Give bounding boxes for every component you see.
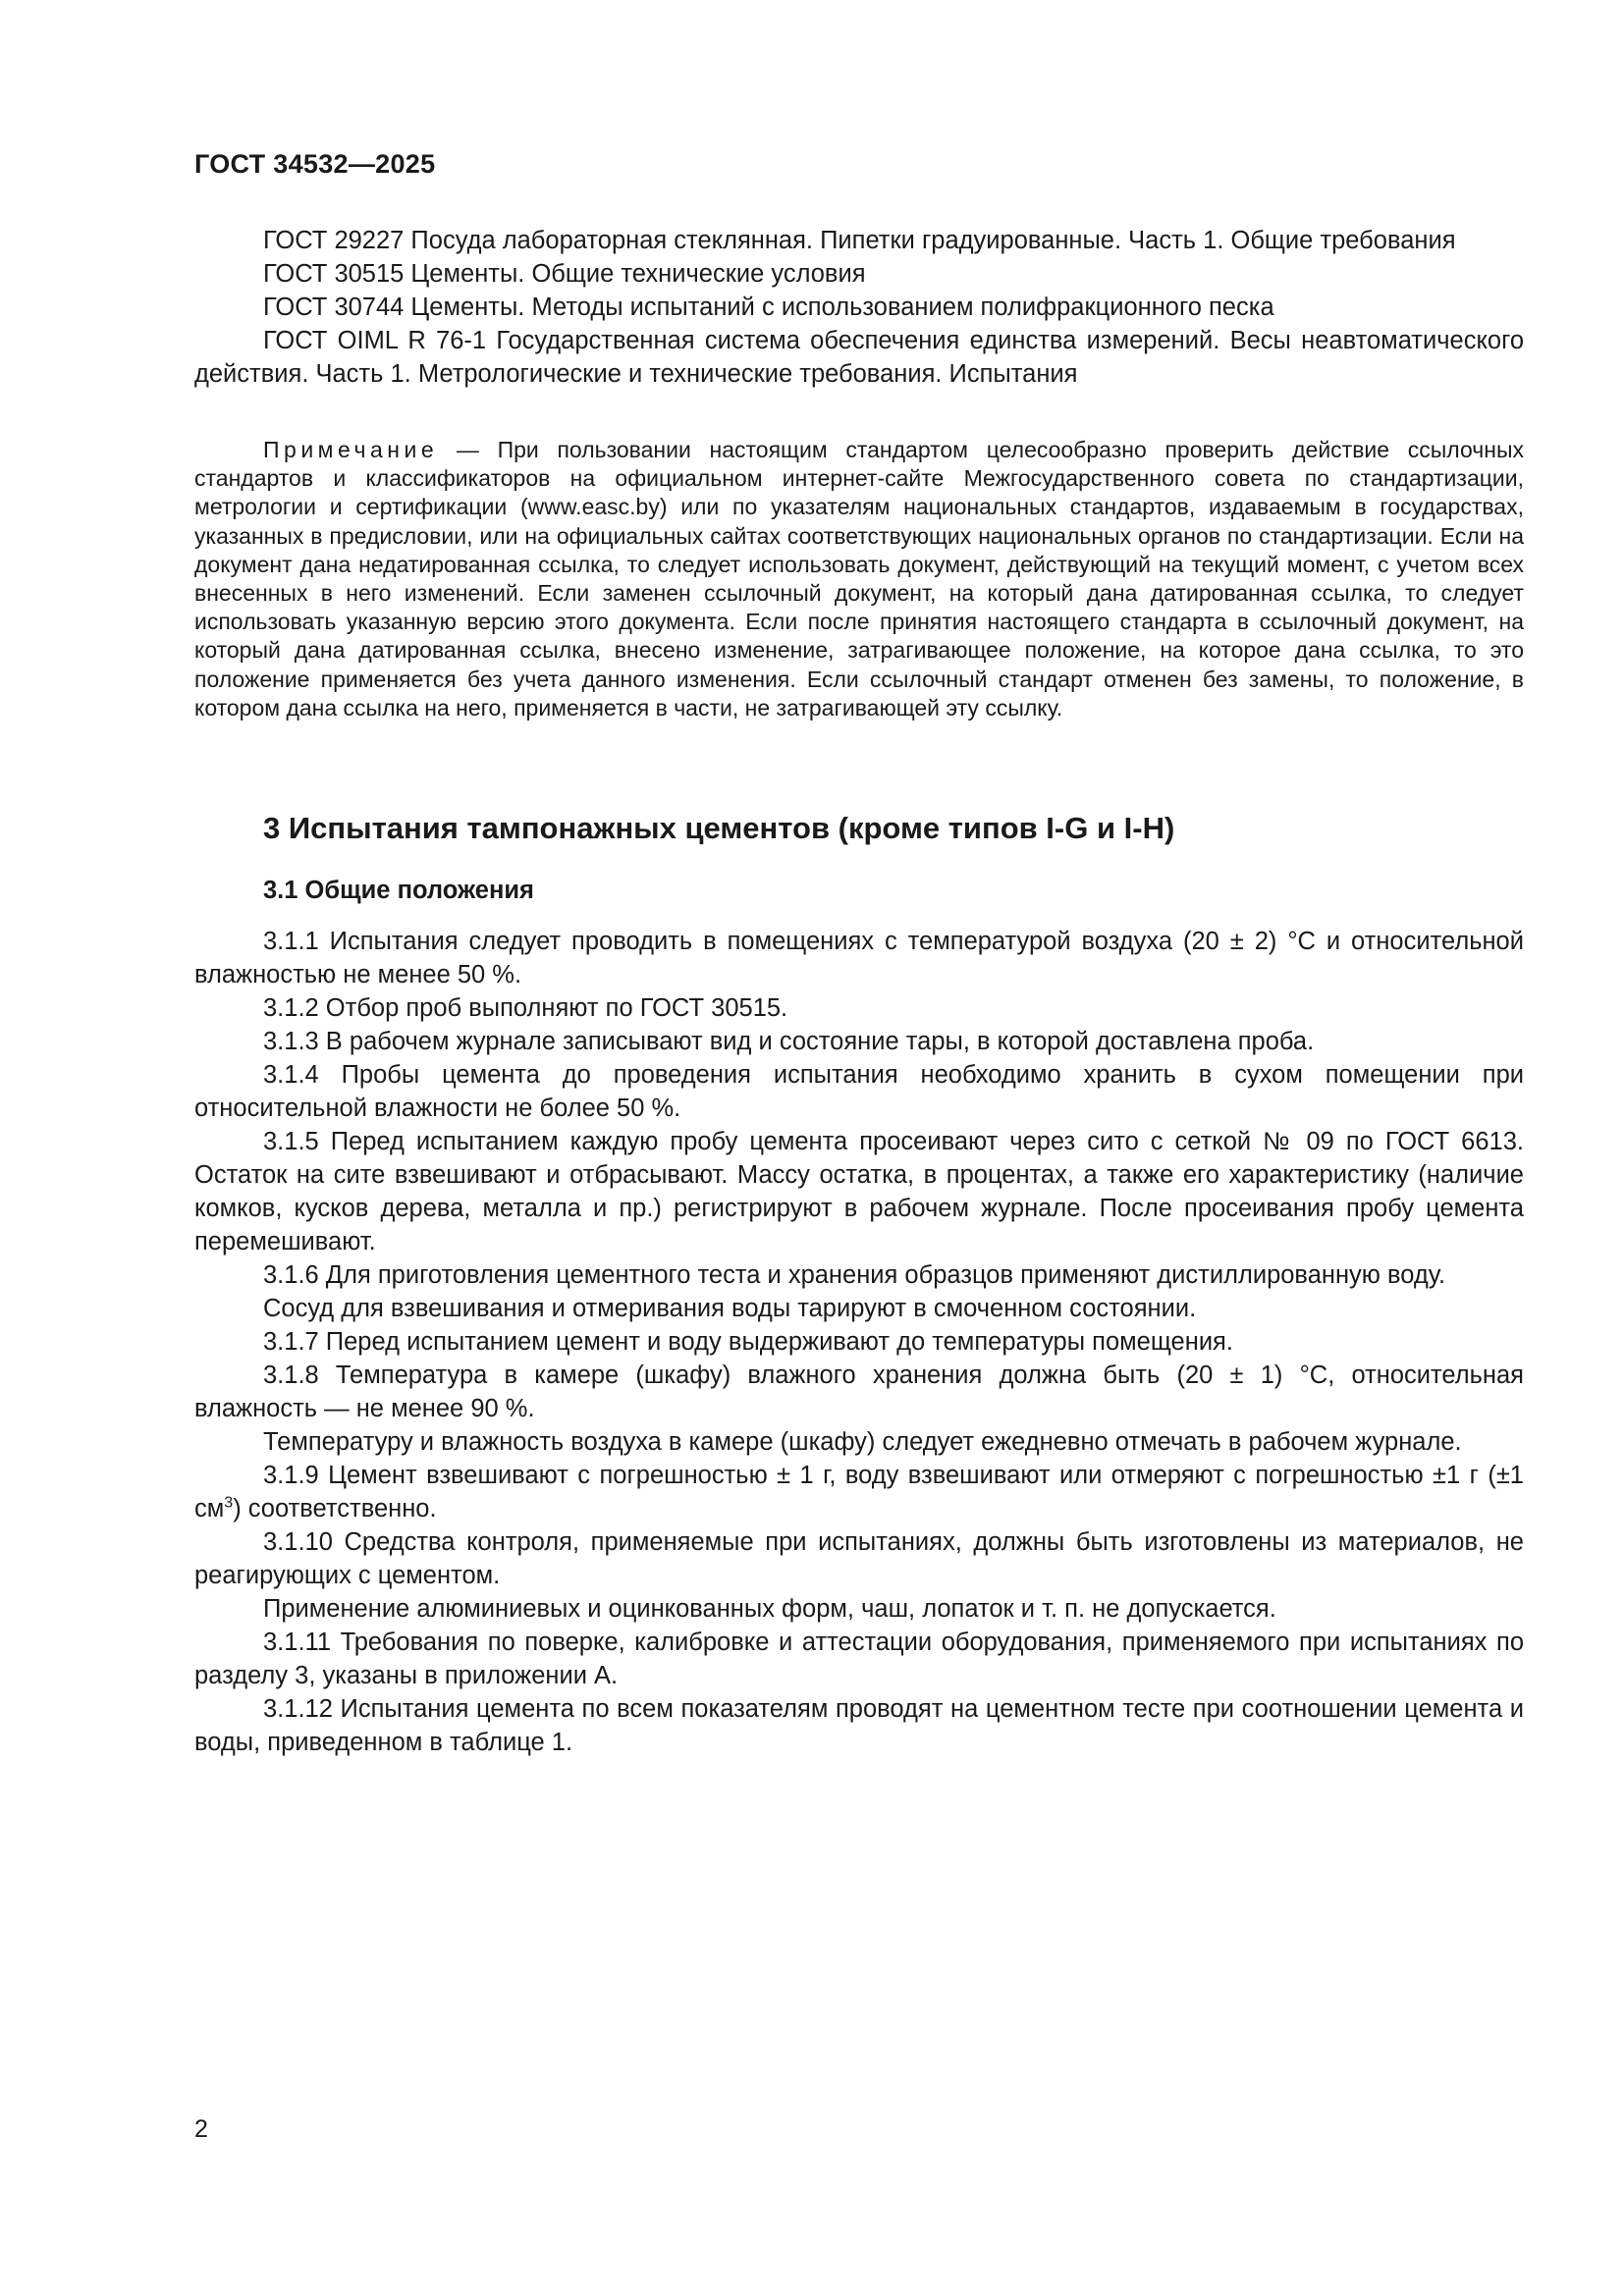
clause-paragraph: Применение алюминиевых и оцинкованных форм, чаш, лопаток и т. п. не допускается. <box>263 1595 1276 1623</box>
page-number: 2 <box>194 2115 208 2143</box>
note-paragraph <box>194 436 1524 722</box>
clause-paragraph: 3.1.12 Испытания цемента по всем показателям проводят на цементном тесте при соотношении цемента и воды, приведенном в таблице 1. <box>194 1695 1524 1756</box>
note-label: Примечание <box>263 437 439 462</box>
clause-paragraph: 3.1.5 Перед испытанием каждую пробу цемента просеивают через сито с сеткой № 09 по ГОСТ 6613. Остаток на сите взвешивают и отбрасывают. Массу остатка, в процентах, а также его характеристику (наличие комков, кусков дерева, металла и пр.) регистрируют в рабочем журнале. После просеивания пробу цемента перемешивают. <box>194 1128 1524 1255</box>
clause-text: ) соответственно. <box>233 1495 437 1522</box>
reference-item: ГОСТ 29227 Посуда лабораторная стеклянная. Пипетки градуированные. Часть 1. Общие требования <box>263 227 1456 254</box>
clause-paragraph: 3.1.1 Испытания следует проводить в помещениях с температурой воздуха (20 ± 2) °С и относительной влажностью не менее 50 %. <box>194 928 1524 988</box>
note-text: — При пользовании настоящим стандартом целесообразно проверить действие ссылочных стандартов и классификаторов на официальном интернет-сайте Межгосударственного совета по стандартизации, метрологии и сертификации (www.easc.by) или по указателям национальных стандартов, издаваемым в государствах, указанных в предисловии, или на официальных сайтах соответствующих национальных органов по стандартизации. Если на документ дана недатированная ссылка, то следует использовать документ, действующий на текущий момент, с учетом всех внесенных в него изменений. Если заменен ссылочный документ, на который дана датированная ссылка, то следует использовать указанную версию этого документа. Если после принятия настоящего стандарта в ссылочный документ, на который дана датированная ссылка, внесено изменение, затрагивающее положение, на которое дана ссылка, то это положение применяется без учета данного изменения. Если ссылочный стандарт отменен без замены, то положение, в котором дана ссылка на него, применяется в части, не затрагивающей эту ссылку. <box>194 437 1524 721</box>
clause-paragraph-3-1-9 <box>194 1459 1524 1525</box>
document-header-code: ГОСТ 34532—2025 <box>194 149 436 179</box>
clause-paragraph: 3.1.11 Требования по поверке, калибровке и аттестации оборудования, применяемого при испытаниях по разделу 3, указаны в приложении А. <box>194 1629 1524 1689</box>
reference-item: ГОСТ 30744 Цементы. Методы испытаний с использованием полифракционного песка <box>263 294 1274 321</box>
reference-item: ГОСТ 30515 Цементы. Общие технические условия <box>263 260 866 288</box>
clause-paragraph: Температуру и влажность воздуха в камере (шкафу) следует ежедневно отмечать в рабочем журнале. <box>263 1428 1462 1456</box>
clause-paragraph: 3.1.8 Температура в камере (шкафу) влажного хранения должна быть (20 ± 1) °С, относительная влажность — не менее 90 %. <box>194 1362 1524 1422</box>
clause-paragraph: 3.1.7 Перед испытанием цемент и воду выдерживают до температуры помещения. <box>263 1328 1233 1356</box>
section-heading: 3 Испытания тампонажных цементов (кроме типов I-G и I-H) <box>263 811 1175 845</box>
superscript: 3 <box>224 1494 234 1512</box>
clause-paragraph: 3.1.3 В рабочем журнале записывают вид и состояние тары, в которой доставлена проба. <box>263 1028 1315 1055</box>
subsection-heading: 3.1 Общие положения <box>263 877 534 904</box>
clause-text: 3.1.9 Цемент взвешивают с погрешностью ± 1 г, воду взвешивают или отмеряют с погрешностью ±1 г (±1 см <box>194 1462 1524 1522</box>
clause-paragraph: 3.1.10 Средства контроля, применяемые при испытаниях, должны быть изготовлены из материалов, не реагирующих с цементом. <box>194 1528 1524 1589</box>
reference-item: ГОСТ OIML R 76-1 Государственная система обеспечения единства измерений. Весы неавтоматического действия. Часть 1. Метрологические и технические требования. Испытания <box>194 327 1524 388</box>
clauses-list <box>194 925 1524 1759</box>
clause-paragraph: 3.1.2 Отбор проб выполняют по ГОСТ 30515. <box>263 994 788 1022</box>
clause-paragraph: 3.1.4 Пробы цемента до проведения испытания необходимо хранить в сухом помещении при относительной влажности не более 50 %. <box>194 1061 1524 1122</box>
normative-references <box>194 224 1524 391</box>
clause-paragraph: 3.1.6 Для приготовления цементного теста и хранения образцов применяют дистиллированную воду. <box>263 1261 1446 1289</box>
clause-paragraph: Сосуд для взвешивания и отмеривания воды тарируют в смоченном состоянии. <box>263 1295 1197 1322</box>
